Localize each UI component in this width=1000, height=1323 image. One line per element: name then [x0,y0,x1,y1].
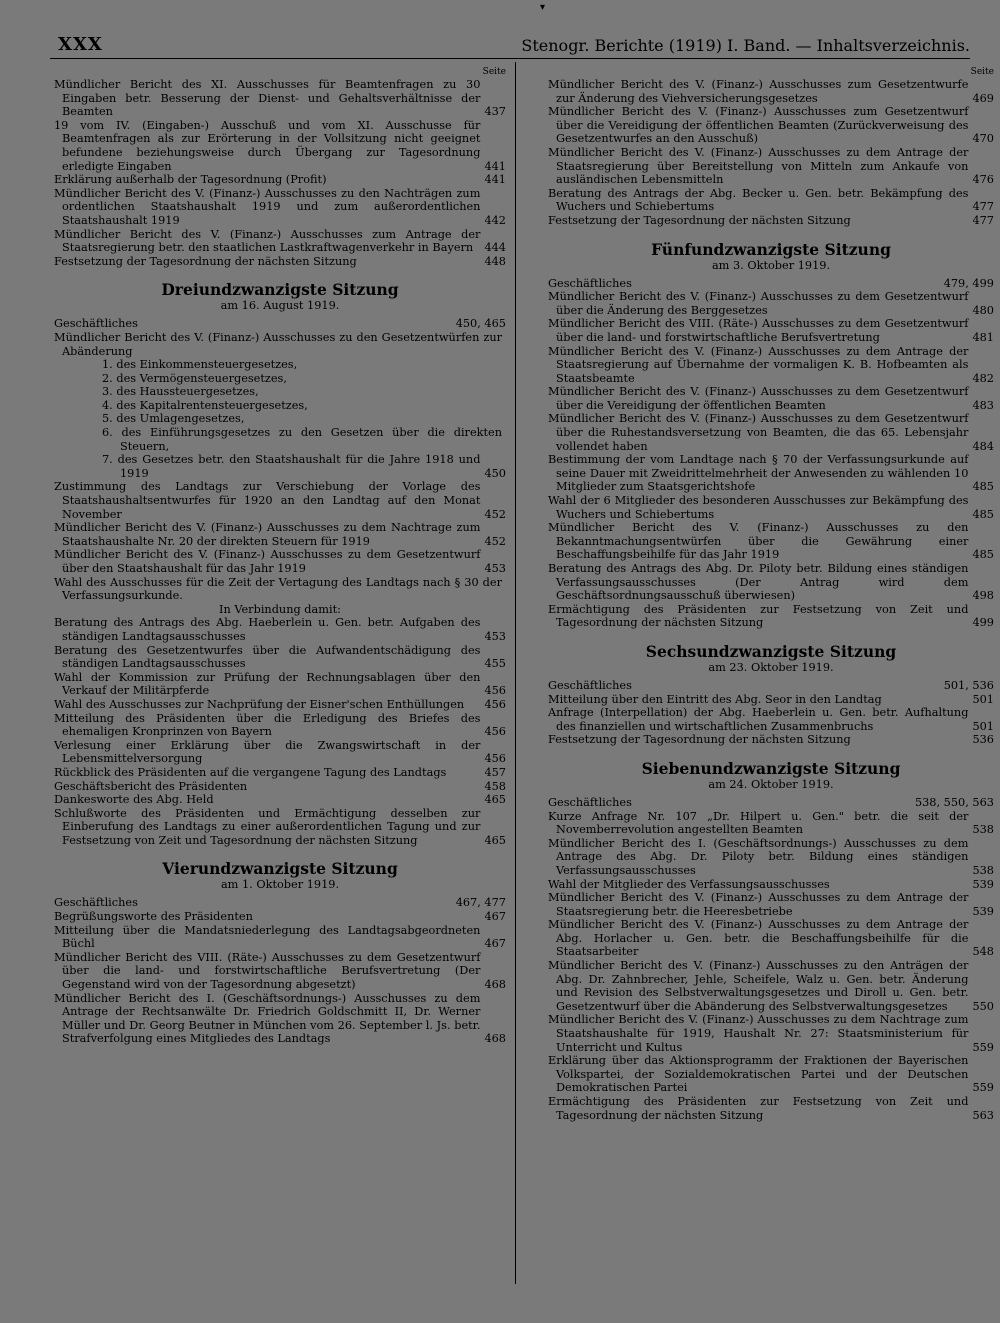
toc-entry-text: Mündlicher Bericht des V. (Finanz-) Ausschusses zu dem Antrage der Abg. Horlacher u. Gen. betr. die Beschaffungsbeihilfe für die Staatsarbeiter [548,918,969,959]
page-header [50,34,970,59]
toc-entry-page: 501 [972,719,994,733]
section-23-entries-c [54,616,506,847]
section-23-sub-items [54,358,506,480]
section-heading-25 [548,240,994,273]
section-25-entries [548,277,994,630]
toc-entry-page: 480 [972,303,994,317]
toc-entry [54,766,506,780]
toc-entry-page: 539 [972,904,994,918]
toc-entry-text: 6. des Einführungsgesetzes zu den Gesetzen über die direkten Steuern, [102,426,502,453]
toc-entry-text: Mitteilung über die Mandatsniederlegung des Landtagsabgeordneten Büchl [54,923,481,951]
toc-entry-text: Bestimmung der vom Landtage nach § 70 der Verfassungsurkunde auf seine Dauer mit Zweidrittelmehrheit der Anwesenden zu wählenden 10 Mitglieder zum Staatsgerichtshofe [548,453,969,494]
toc-entry [54,358,506,372]
toc-entry-page: 452 [484,534,506,548]
toc-entry-page: 559 [972,1081,994,1095]
toc-entry [548,891,994,918]
page-number: XXX [58,34,103,55]
column-label-seite: Seite [970,67,994,77]
toc-entry-text: Mündlicher Bericht des V. (Finanz-) Ausschusses zu dem Gesetzentwurf über den Staatshaushalt für das Jahr 1919 [54,548,481,575]
toc-entry [54,372,506,386]
toc-entry [54,412,506,426]
toc-entry [54,228,506,255]
toc-entry-page: 539 [972,877,994,891]
toc-entry [54,119,506,173]
toc-entry-page: 448 [484,254,506,268]
toc-entry [548,385,994,412]
toc-entry-text: Schlußworte des Präsidenten und Ermächtigung desselben zur Einberufung des Landtags zu einer außerordentlichen Tagung und zur Festsetzung von Zeit und Tagesordnung der nächsten Sitzung [54,806,481,847]
section-heading-23 [54,280,506,313]
toc-entry-page: 470 [972,132,994,146]
toc-entry-text: Ermächtigung des Präsidenten zur Festsetzung von Zeit und Tagesordnung der nächsten Sitzung [548,1095,969,1122]
toc-entry-page: 483 [972,398,994,412]
toc-entry [548,918,994,959]
toc-entry [54,317,506,331]
toc-entry-page: 484 [972,439,994,453]
toc-entry-text: Kurze Anfrage Nr. 107 „Dr. Hilpert u. Gen." betr. die seit der Novemberrevolution angestellten Beamten [548,809,969,837]
toc-entry-text: 3. des Haussteuergesetzes, [102,385,259,399]
toc-entry-page: 548 [972,945,994,959]
toc-entry-page: 456 [484,684,506,698]
toc-entry-page: 457 [484,765,506,779]
toc-entry [54,521,506,548]
toc-entry-page: 468 [484,978,506,992]
toc-entry [548,959,994,1013]
toc-entry [54,896,506,910]
toc-entry-page: 479, 499 [943,276,994,290]
section-title: Fünfundzwanzigste Sitzung [651,239,891,259]
toc-entry [548,603,994,630]
toc-entry-page: 456 [484,752,506,766]
toc-entry-text: Verlesung einer Erklärung über die Zwangswirtschaft in der Lebensmittelversorgung [54,738,481,766]
toc-entry [54,793,506,807]
toc-entry-page: 499 [972,616,994,630]
toc-entry [54,616,506,643]
toc-entry [548,105,994,146]
toc-entry-text: Festsetzung der Tagesordnung der nächsten Sitzung [54,254,357,268]
toc-entry-text: Mündlicher Bericht des V. (Finanz-) Ausschusses zu dem Gesetzentwurf über die Vereidigung der öffentlichen Beamten [548,385,969,412]
toc-entry-page: 538 [972,823,994,837]
toc-entry-text: Mündlicher Bericht des V. (Finanz-) Ausschusses zu dem Antrage der Staatsregierung betr. die Heeresbetriebe [548,891,969,918]
toc-entry [54,712,506,739]
toc-entry-text: Mündlicher Bericht des I. (Geschäftsordnungs-) Ausschusses zu dem Antrage der Rechtsanwälte Dr. Friedrich Goldschmitt II, Dr. Werner Müller und Dr. Georg Beutner in München vom 26. September l. Js. betr. Strafverfolgung eines Mitgliedes des Landtags [54,991,481,1046]
toc-entry-text: Mündlicher Bericht des V. (Finanz-) Ausschusses zu dem Gesetzentwurf über die Ruhestandsversetzung von Beamten, die das 65. Lebensjahr vollendet haben [548,412,969,453]
toc-entry-page: 456 [484,697,506,711]
toc-entry [548,146,994,187]
toc-entry [54,78,506,119]
toc-entry [548,277,994,291]
toc-entry-text: Festsetzung der Tagesordnung der nächsten Sitzung [548,213,851,227]
toc-entry-text: 5. des Umlagengesetzes, [102,412,245,426]
toc-entry-text: Mitteilung des Präsidenten über die Erledigung des Briefes des ehemaligen Kronprinzen von Bayern [54,711,481,739]
toc-entry-text: Mündlicher Bericht des V. (Finanz-) Ausschusses zu dem Nachtrage zum Staatshaushalte Nr. 20 der direkten Steuern für 1919 [54,521,481,548]
toc-entry [54,924,506,951]
toc-entry [548,214,994,228]
toc-entry-page: 450, 465 [455,317,506,331]
toc-entry-page: 501 [972,692,994,706]
toc-entry-text: Geschäftliches [54,317,138,331]
toc-entry [548,345,994,386]
toc-entry [548,1054,994,1095]
toc-entry-text: Mündlicher Bericht des V. (Finanz-) Ausschusses zu dem Nachtrage zum Staatshaushalte für 1919, Haushalt Nr. 27: Staatsministerium für Unterricht und Kultus [548,1013,969,1054]
toc-entry-text: 7. des Gesetzes betr. den Staatshaushalt für die Jahre 1918 und 1919 [102,453,481,480]
toc-entry-text: Mitteilung über den Eintritt des Abg. Seor in den Landtag [548,692,882,706]
toc-entry-page: 469 [972,91,994,105]
toc-entry-page: 538, 550, 563 [914,795,994,809]
toc-entry [548,878,994,892]
column-label-seite: Seite [482,67,506,77]
toc-entry-text: Geschäftliches [548,795,632,809]
toc-entry-text: Mündlicher Bericht des V. (Finanz-) Ausschusses zum Antrage der Staatsregierung betr. den staatlichen Lastkraftwagenverkehr in Bayern [54,227,481,255]
toc-entry-page: 442 [484,213,506,227]
toc-entry-page: 467 [484,910,506,924]
running-title: Stenogr. Berichte (1919) I. Band. — Inhaltsverzeichnis. [521,36,970,55]
toc-entry-text: Mündlicher Bericht des V. (Finanz-) Ausschusses zum Gesetzentwurfe zur Änderung des Viehversicherungsgesetzes [548,78,969,105]
toc-entry [54,255,506,269]
toc-entry-text: Mündlicher Bericht des I. (Geschäftsordnungs-) Ausschusses zu dem Antrage des Abg. Dr. Piloty betr. Bildung eines ständigen Verfassungsausschusses [548,836,969,877]
toc-entry-page: 441 [484,159,506,173]
section-heading-27 [548,759,994,792]
toc-entry-text: Wahl der Mitglieder des Verfassungsausschusses [548,877,830,891]
toc-entry-text: Zustimmung des Landtags zur Verschiebung der Vorlage des Staatshaushaltsentwurfes für 1920 an den Landtag auf den Monat November [54,480,481,521]
toc-entry-page: 455 [484,657,506,671]
toc-entry-text: Geschäftsbericht des Präsidenten [54,779,248,793]
toc-entry-text: Mündlicher Bericht des XI. Ausschusses für Beamtenfragen zu 30 Eingaben betr. Besserung der Dienst- und Gehaltsverhältnisse der Beamten [54,78,481,119]
toc-entry [548,837,994,878]
toc-entry [548,693,994,707]
toc-entry [54,453,506,480]
toc-entry-page: 485 [972,480,994,494]
toc-entry-text: Mündlicher Bericht des V. (Finanz-) Ausschusses zu den Anträgen der Abg. Dr. Zahnbrecher, Jehle, Scheifele, Walz u. Gen. betr. Änderung und Revision des Selbstverwaltungsgesetzes und Diroll u. Gen. betr. Gesetzentwurf über die Abänderung des Selbstverwaltungsgesetzes [548,959,969,1013]
section-date: am 16. August 1919. [220,299,340,313]
toc-entry [548,733,994,747]
toc-entry-text: Ermächtigung des Präsidenten zur Festsetzung von Zeit und Tagesordnung der nächsten Sitzung [548,602,969,630]
toc-entry-page: 538 [972,863,994,877]
section-23-entries-a [54,317,506,358]
toc-entry-page: 477 [972,200,994,214]
toc-entry-page: 476 [972,173,994,187]
toc-entry [54,910,506,924]
toc-entry-text: Rückblick des Präsidenten auf die vergangene Tagung des Landtags [54,765,447,779]
toc-entry [548,494,994,521]
toc-entry-page: 467, 477 [455,896,506,910]
toc-entry-text: Geschäftliches [548,276,632,290]
toc-entry-text: Erklärung außerhalb der Tagesordnung (Profit) [54,173,327,187]
toc-entry-page: 501, 536 [943,678,994,692]
right-intro-entries [548,78,994,228]
toc-entry-text: Geschäftliches [548,678,632,692]
column-divider [515,62,516,1284]
toc-entry-text: Mündlicher Bericht des V. (Finanz-) Ausschusses zu den Gesetzentwürfen zur Abänderung [54,330,502,358]
toc-entry [548,78,994,105]
toc-entry-text: 2. des Vermögensteuergesetzes, [102,371,287,385]
section-26-entries [548,679,994,747]
toc-entry-text: Mündlicher Bericht des V. (Finanz-) Ausschusses zu den Bekanntmachungsentwürfen über die Gewährung einer Beschaffungsbeihilfe für das Jahr 1919 [548,521,969,562]
section-date: am 3. Oktober 1919. [711,258,831,272]
toc-entry [548,679,994,693]
print-mark: ▾ [540,2,546,13]
toc-entry [548,453,994,494]
toc-entry-page: 485 [972,548,994,562]
toc-entry [548,1013,994,1054]
toc-entry [548,706,994,733]
toc-entry-text: Mündlicher Bericht des V. (Finanz-) Ausschusses zum Gesetzentwurf über die Vereidigung der öffentlichen Beamten (Zurückverweisung des Gesetzentwurfes an den Ausschuß) [548,105,969,146]
toc-entry [548,1095,994,1122]
toc-entry-text: Beratung des Antrags der Abg. Becker u. Gen. betr. Bekämpfung des Wuchers und Schiebertums [548,186,969,214]
toc-entry-page: 563 [972,1108,994,1122]
toc-entry-text: Erklärung über das Aktionsprogramm der Fraktionen der Bayerischen Volkspartei, der Sozialdemokratischen Partei und der Deutschen Demokratischen Partei [548,1054,969,1095]
toc-entry [54,385,506,399]
toc-entry [54,548,506,575]
toc-entry-text: Dankesworte des Abg. Held [54,793,214,807]
toc-entry-text: Festsetzung der Tagesordnung der nächsten Sitzung [548,733,851,747]
toc-entry [548,412,994,453]
toc-entry-page: 550 [972,999,994,1013]
toc-entry-text: Beratung des Antrags des Abg. Haeberlein u. Gen. betr. Aufgaben des ständigen Landtagsausschusses [54,616,481,643]
toc-entry [54,671,506,698]
toc-entry-page: 477 [972,213,994,227]
toc-entry [54,992,506,1046]
toc-entry-text: Begrüßungsworte des Präsidenten [54,910,253,924]
toc-entry-page: 485 [972,507,994,521]
section-23-entries-b [54,480,506,602]
left-intro-entries [54,78,506,268]
toc-entry-text: 4. des Kapitalrentensteuergesetzes, [102,398,308,412]
toc-entry [54,644,506,671]
toc-entry-text: Anfrage (Interpellation) der Abg. Haeberlein u. Gen. betr. Aufhaltung des finanziellen und wirtschaftlichen Zusammenbruchs [548,706,969,733]
toc-entry [54,187,506,228]
in-verbindung-note: In Verbindung damit: [219,602,341,616]
toc-entry [54,173,506,187]
toc-entry-page: 467 [484,937,506,951]
toc-entry-text: 19 vom IV. (Eingaben-) Ausschuß und vom XI. Ausschusse für Beamtenfragen als zur Erörterung in der Vollsitzung nicht geeignet befundene beziehungsweise durch Übergang zur Tagesordnung erledigte Eingaben [54,118,481,173]
toc-entry [54,480,506,521]
toc-entry-text: Mündlicher Bericht des VIII. (Räte-) Ausschusses zu dem Gesetzentwurf über die land- und forstwirtschaftliche Berufsvertretung (Der Gegenstand wird von der Tagesordnung abgesetzt) [54,950,481,992]
toc-entry-text: Mündlicher Bericht des V. (Finanz-) Ausschusses zu dem Antrage der Staatsregierung auf Übernahme der vormaligen K. B. Hofbeamten als Staatsbeamte [548,344,969,385]
toc-entry [54,576,506,603]
toc-entry-page: 498 [972,589,994,603]
section-heading-24 [54,859,506,892]
section-heading-26 [548,642,994,675]
toc-entry-page: 559 [972,1040,994,1054]
toc-entry-page: 437 [484,105,506,119]
toc-entry-text: Wahl der Kommission zur Prüfung der Rechnungsablagen über den Verkauf der Militärpferde [54,670,481,698]
toc-entry [54,426,506,453]
toc-entry [548,562,994,603]
section-title: Sechsundzwanzigste Sitzung [645,641,897,661]
section-27-entries [548,796,994,1122]
toc-entry [54,739,506,766]
toc-entry-text: 1. des Einkommensteuergesetzes, [102,358,298,372]
section-24-entries [54,896,506,1046]
toc-entry [548,187,994,214]
toc-entry-text: Mündlicher Bericht des V. (Finanz-) Ausschusses zu den Nachträgen zum ordentlichen Staatshaushalt 1919 und zum außerordentlichen Staatshaushalt 1919 [54,186,481,227]
toc-entry-page: 456 [484,725,506,739]
toc-entry [54,698,506,712]
toc-entry-page: 458 [484,779,506,793]
toc-entry-text: Wahl der 6 Mitglieder des besonderen Ausschusses zur Bekämpfung des Wuchers und Schiebertums [548,494,969,521]
toc-entry [548,317,994,344]
section-date: am 24. Oktober 1919. [708,777,834,791]
toc-entry [548,796,994,810]
toc-entry [548,521,994,562]
toc-entry-text: Mündlicher Bericht des V. (Finanz-) Ausschusses zu dem Gesetzentwurf über die Änderung des Berggesetzes [548,290,969,317]
toc-entry-text: Wahl des Ausschusses für die Zeit der Vertagung des Landtags nach § 30 der Verfassungsurkunde. [54,575,502,603]
toc-entry [54,331,506,358]
toc-entry-text: Wahl des Ausschusses zur Nachprüfung der Eisner'schen Enthüllungen [54,697,465,711]
section-date: am 1. Oktober 1919. [220,878,340,892]
toc-entry-page: 481 [972,330,994,344]
toc-entry-page: 465 [484,833,506,847]
toc-entry [54,780,506,794]
toc-entry-page: 452 [484,507,506,521]
section-date: am 23. Oktober 1919. [708,660,834,674]
toc-entry-text: Mündlicher Bericht des VIII. (Räte-) Ausschusses zu dem Gesetzentwurf über die land- und forstwirtschaftliche Berufsvertretung [548,317,969,344]
toc-entry [54,807,506,848]
toc-entry-text: Mündlicher Bericht des V. (Finanz-) Ausschusses zu dem Antrage der Staatsregierung über Bereitstellung von Mitteln zum Ankaufe von ausländischen Lebensmitteln [548,145,969,187]
toc-entry-page: 453 [484,629,506,643]
section-title: Vierundzwanzigste Sitzung [162,859,398,879]
toc-entry-text: Geschäftliches [54,896,138,910]
toc-entry-text: Beratung des Gesetzentwurfes über die Aufwandentschädigung des ständigen Landtagsausschusses [54,643,481,671]
section-title: Siebenundzwanzigste Sitzung [641,758,901,778]
toc-entry-page: 444 [484,241,506,255]
toc-entry-page: 465 [484,793,506,807]
toc-entry [548,290,994,317]
toc-entry-text: Beratung des Antrags des Abg. Dr. Piloty betr. Bildung eines ständigen Verfassungsausschusses (Der Antrag wird dem Geschäftsordnungsausschuß überwiesen) [548,562,969,603]
toc-entry [548,810,994,837]
toc-entry-page: 468 [484,1032,506,1046]
toc-entry [54,951,506,992]
section-title: Dreiundzwanzigste Sitzung [161,280,399,300]
toc-entry-page: 450 [484,466,506,480]
toc-entry-page: 441 [484,173,506,187]
toc-entry-page: 536 [972,733,994,747]
toc-entry [54,399,506,413]
left-column [54,66,506,1046]
toc-entry-page: 482 [972,371,994,385]
toc-entry-page: 453 [484,562,506,575]
right-column [548,66,994,1122]
